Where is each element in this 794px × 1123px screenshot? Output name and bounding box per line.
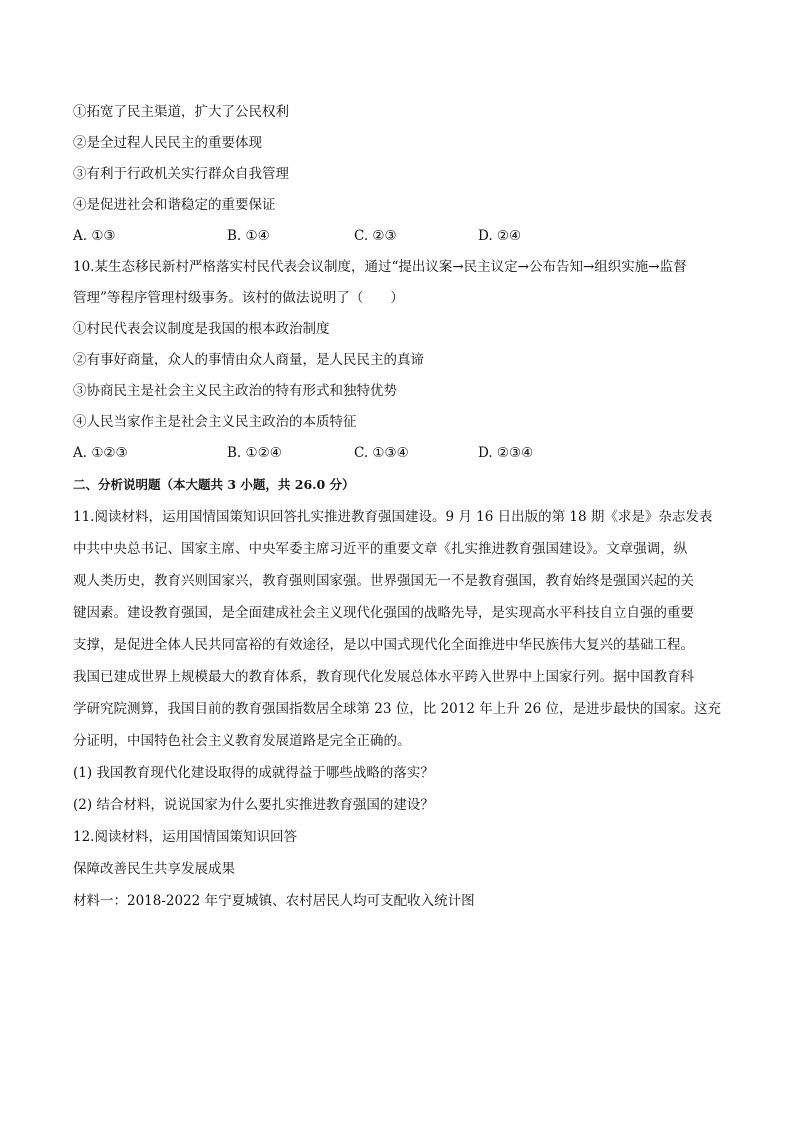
q11-subquestion-1: (1) 我国教育现代化建设取得的成就得益于哪些战略的落实？	[73, 765, 434, 781]
q9-option-2: ②是全过程人民民主的重要体现	[73, 135, 262, 151]
q11-line-2: 中共中央总书记、国家主席、中央军委主席习近平的重要文章《扎实推进教育强国建设》。文章强调，纵	[73, 541, 688, 557]
q10-choice-d: D. ②③④	[478, 445, 534, 461]
q12-material-1: 材料一：2018-2022 年宁夏城镇、农村居民人均可支配收入统计图	[73, 893, 475, 909]
q10-choice-a: A. ①②③	[73, 445, 128, 461]
q11-subquestion-2: (2) 结合材料，说说国家为什么要扎实推进教育强国的建设？	[73, 797, 434, 813]
q10-choice-c: C. ①③④	[354, 445, 409, 461]
q11-line-1: 11.阅读材料，运用国情国策知识回答扎实推进教育强国建设。9 月 16 日出版的第 18 期《求是》杂志发表	[73, 509, 713, 525]
q9-choice-c: C. ②③	[354, 228, 397, 244]
q9-choice-a: A. ①③	[73, 228, 116, 244]
q10-choices	[73, 443, 723, 463]
q10-stem-line-1: 10.某生态移民新村严格落实村民代表会议制度，通过“提出议案→民主议定→公布告知→组织实施→监督	[73, 259, 687, 275]
q9-choices	[73, 226, 723, 246]
q12-stem: 12.阅读材料，运用国情国策知识回答	[73, 829, 297, 845]
q10-option-3: ③协商民主是社会主义民主政治的特有形式和独特优势	[73, 383, 397, 399]
q9-choice-b: B. ①④	[227, 228, 270, 244]
q11-line-6: 我国已建成世界上规模最大的教育体系，教育现代化发展总体水平跨入世界中上国家行列。据中国教育科	[73, 669, 694, 685]
q10-option-4: ④人民当家作主是社会主义民主政治的本质特征	[73, 414, 357, 430]
q12-material-title: 保障改善民生共享发展成果	[73, 861, 235, 877]
q9-option-3: ③有利于行政机关实行群众自我管理	[73, 166, 289, 182]
q9-option-4: ④是促进社会和谐稳定的重要保证	[73, 197, 276, 213]
q10-choice-b: B. ①②④	[227, 445, 282, 461]
q9-option-1: ①拓宽了民主渠道，扩大了公民权利	[73, 104, 289, 120]
q11-line-4: 键因素。建设教育强国，是全面建成社会主义现代化强国的战略先导，是实现高水平科技自立自强的重要	[73, 605, 694, 621]
q11-line-3: 观人类历史，教育兴则国家兴，教育强则国家强。世界强国无一不是教育强国，教育始终是强国兴起的关	[73, 573, 694, 589]
q10-option-1: ①村民代表会议制度是我国的根本政治制度	[73, 321, 330, 337]
q11-line-7: 学研究院测算，我国目前的教育强国指数居全球第 23 位，比 2012 年上升 26 位，是进步最快的国家。这充	[73, 701, 721, 717]
q11-line-8: 分证明，中国特色社会主义教育发展道路是完全正确的。	[73, 733, 411, 749]
section-heading: 二、分析说明题（本大题共 3 小题，共 26.0 分）	[73, 477, 355, 492]
q10-stem-line-2: 管理”等程序管理村级事务。该村的做法说明了（ ）	[73, 290, 404, 306]
q11-line-5: 支撑，是促进全体人民共同富裕的有效途径，是以中国式现代化全面推进中华民族伟大复兴的基础工程。	[73, 637, 694, 653]
q9-choice-d: D. ②④	[478, 228, 522, 244]
q10-option-2: ②有事好商量，众人的事情由众人商量，是人民民主的真谛	[73, 352, 424, 368]
